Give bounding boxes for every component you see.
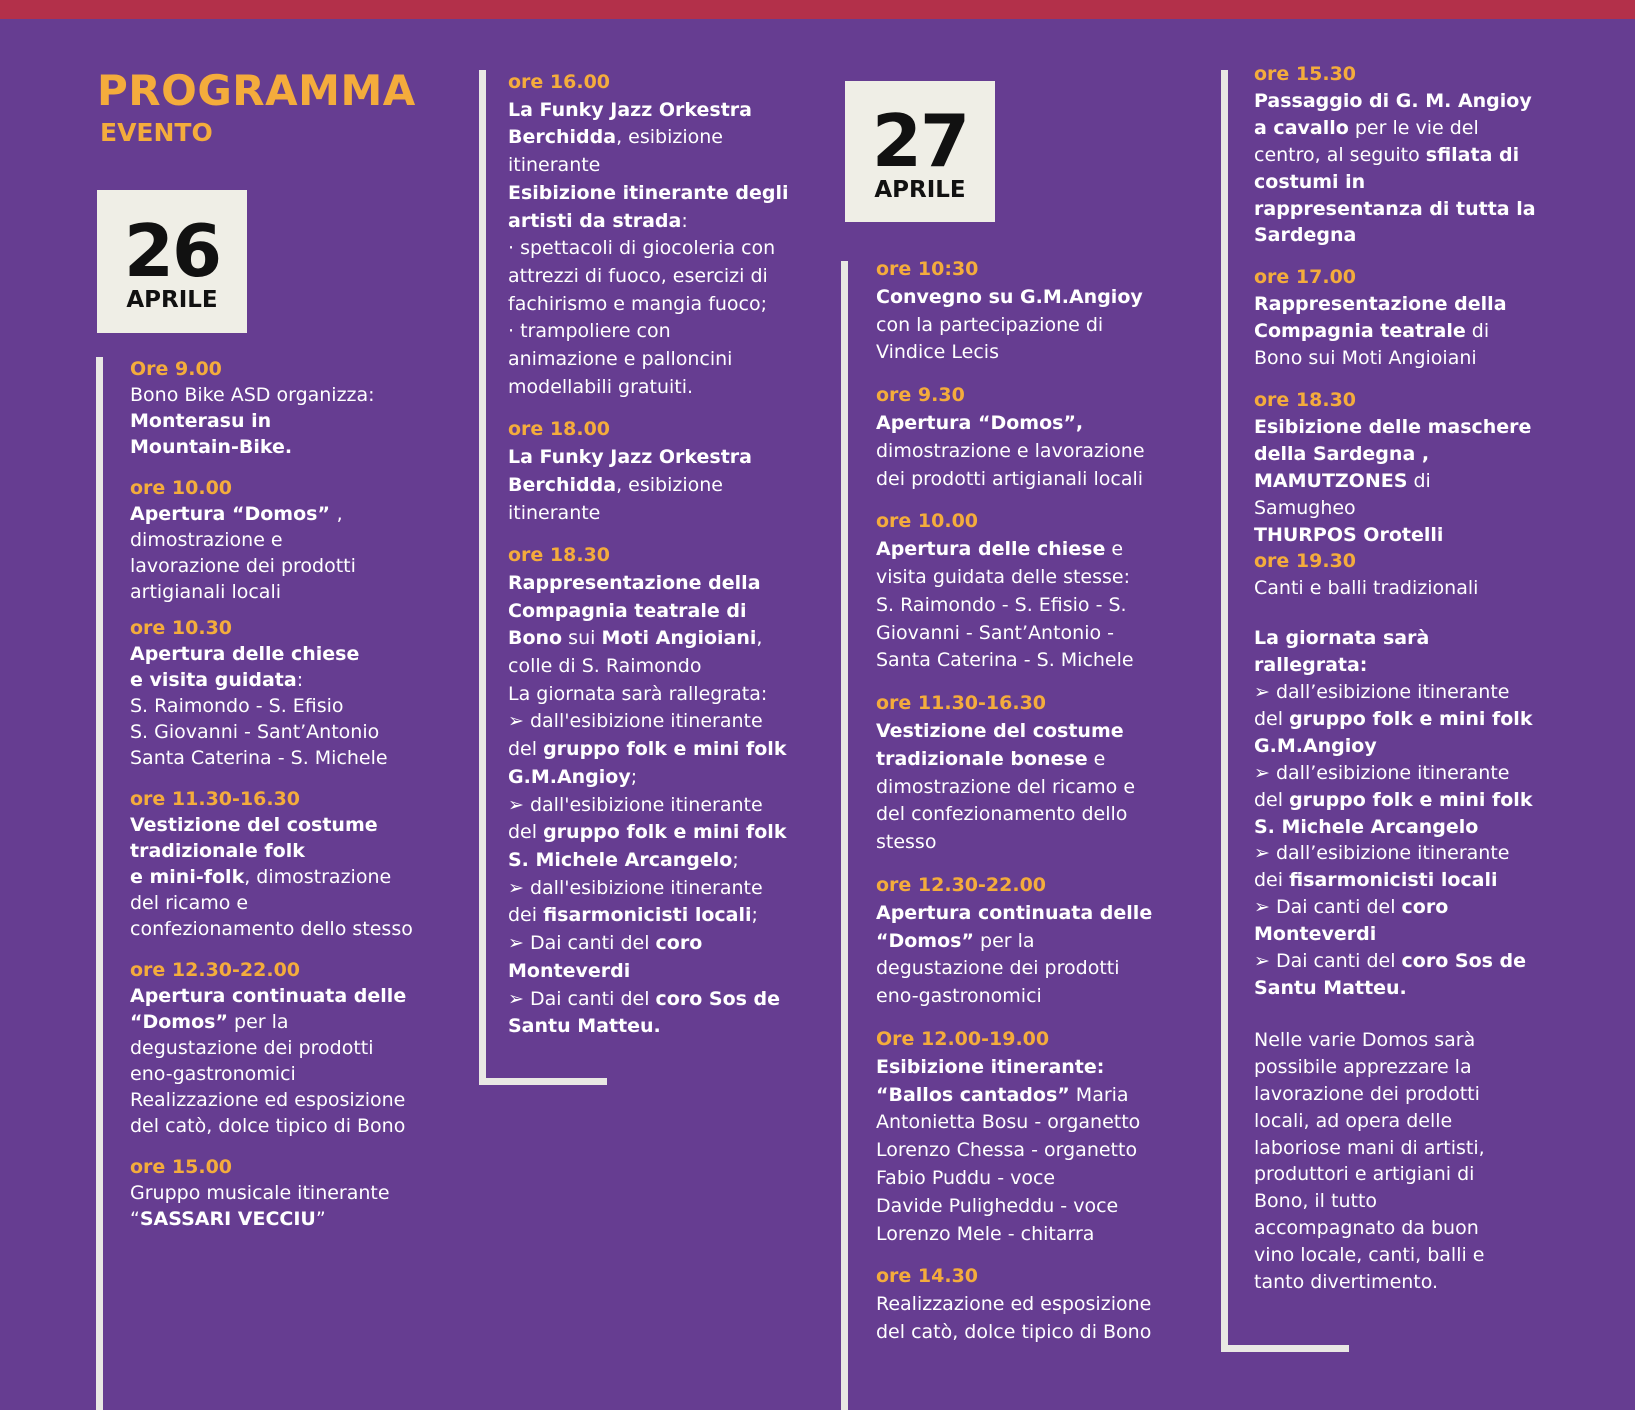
event-text: locali, ad opera delle (1254, 1109, 1453, 1132)
event-title: Santu Matteu. (1254, 977, 1407, 999)
event-title: coro Sos de (1401, 950, 1527, 973)
event-title: Rappresentazione della (508, 571, 761, 594)
event-title: Esibizione itinerante: (876, 1055, 1105, 1078)
event-text: ➢ Dai canti del (1254, 950, 1402, 973)
event-text: produttori e artigiani di (1254, 1163, 1475, 1186)
event-time: ore 15.30 (1254, 63, 1357, 85)
event-text: Antonietta Bosu - organetto (876, 1111, 1141, 1134)
event-title: G.M.Angioy (508, 765, 631, 788)
timeline-line (1221, 70, 1228, 1352)
event-text: Santa Caterina - S. Michele (130, 747, 388, 769)
event-text: artigianali locali (130, 581, 281, 603)
event-text: dei (1254, 869, 1290, 892)
event-text: vino locale, canti, balli e (1254, 1244, 1485, 1267)
event-title: fisarmonicisti locali (543, 904, 752, 927)
event-title: della Sardegna , (1254, 442, 1430, 465)
event-text: di (1465, 320, 1490, 343)
event-text: sui (562, 627, 602, 650)
event-text: ; (732, 848, 739, 871)
event-text: Lorenzo Mele - chitarra (876, 1222, 1095, 1245)
event-title: fisarmonicisti locali (1289, 869, 1498, 892)
event-text: laboriose mani di artisti, (1254, 1136, 1485, 1159)
event-title: e mini-folk (130, 866, 245, 888)
schedule-column-27-a (876, 256, 1152, 1347)
event-title: La Funky Jazz Orkestra (508, 446, 753, 469)
date-day: 27 (871, 99, 969, 183)
event-text: , esibizione (616, 126, 723, 149)
event-text: del (1254, 788, 1290, 811)
event-text: e (1105, 538, 1124, 561)
event-text: Giovanni - Sant’Antonio - (876, 621, 1115, 644)
event-title: Vestizione del costume (876, 719, 1124, 742)
event-time: ore 16.00 (508, 71, 611, 93)
event-title: THURPOS Orotelli (1254, 523, 1444, 546)
event-title: coro Sos de (655, 987, 781, 1010)
event-text: del confezionamento dello (876, 803, 1128, 826)
event-title: Bono (508, 627, 563, 650)
event-text: Maria (1069, 1083, 1129, 1106)
event-text: di (1407, 469, 1431, 492)
date-month: APRILE (126, 287, 218, 313)
event-text: Gruppo musicale itinerante (130, 1182, 390, 1204)
event-title: Apertura continuata delle (130, 985, 407, 1007)
timeline-line (1221, 1345, 1349, 1352)
event-title: a cavallo (1254, 116, 1349, 139)
event-text: ➢ dall'esibizione itinerante (508, 876, 763, 899)
event-title: Monteverdi (508, 959, 631, 982)
event-text: centro, al seguito (1254, 143, 1426, 166)
event-text: fachirismo e mangia fuoco; (508, 292, 768, 315)
event-text: Realizzazione ed esposizione (876, 1293, 1152, 1316)
event-text: Santa Caterina - S. Michele (876, 649, 1134, 672)
event-text: Bono Bike ASD organizza: (130, 384, 375, 406)
date-day: 26 (123, 209, 221, 293)
date-box-27 (845, 81, 995, 222)
event-text: per la (973, 929, 1035, 952)
event-text: itinerante (508, 501, 601, 524)
timeline-line (479, 1078, 607, 1085)
date-box-26 (97, 190, 247, 333)
event-text: ➢ dall’esibizione itinerante (1254, 761, 1510, 784)
event-text: Canti e balli tradizionali (1254, 577, 1479, 600)
event-text: : (681, 209, 688, 232)
event-text: del (508, 821, 544, 844)
event-time: Ore 12.00-19.00 (876, 1027, 1050, 1050)
event-title: “Ballos cantados” (876, 1083, 1070, 1106)
event-time: ore 18.00 (508, 418, 611, 441)
event-text: : (296, 669, 304, 691)
event-text: dei prodotti artigianali locali (876, 467, 1144, 490)
event-title: Vestizione del costume (130, 814, 378, 836)
event-title: coro (655, 932, 703, 955)
event-text: eno-gastronomici (876, 985, 1042, 1008)
event-text: Samugheo (1254, 496, 1356, 519)
event-text: · spettacoli di giocoleria con (508, 237, 776, 260)
event-title: G.M.Angioy (1254, 734, 1377, 757)
event-title: SASSARI VECCIU (139, 1208, 316, 1230)
event-time: ore 10:30 (876, 258, 979, 280)
event-title: Apertura delle chiese (130, 643, 360, 665)
event-text: eno-gastronomici (130, 1063, 296, 1085)
event-text: ; (751, 904, 758, 927)
event-time: ore 10.00 (130, 477, 233, 499)
event-text: modellabili gratuiti. (508, 375, 694, 398)
event-text: ; (630, 765, 638, 788)
event-time: ore 12.30-22.00 (130, 959, 301, 981)
event-text: Davide Puligheddu - voce (876, 1194, 1119, 1217)
event-title: La giornata sarà (1254, 627, 1430, 650)
event-text: attrezzi di fuoco, esercizi di (508, 264, 768, 287)
date-month: APRILE (874, 177, 966, 203)
event-text: , esibizione (616, 473, 723, 496)
event-title: tradizionale bonese (876, 747, 1088, 770)
event-text: ” (315, 1208, 326, 1230)
event-time: ore 18.30 (508, 544, 611, 567)
event-text: , (336, 503, 343, 525)
event-text: del catò, dolce tipico di Bono (876, 1320, 1152, 1343)
event-text: ➢ dall’esibizione itinerante (1254, 842, 1510, 865)
event-title: rappresentanza di tutta la (1254, 197, 1536, 220)
event-text: itinerante (508, 154, 601, 177)
event-time: Ore 9.00 (130, 358, 222, 380)
event-time: ore 11.30-16.30 (130, 788, 301, 810)
event-title: coro (1401, 896, 1449, 919)
event-text: S. Raimondo - S. Efisio (130, 695, 344, 717)
event-text: degustazione dei prodotti (876, 957, 1120, 980)
event-text: confezionamento dello stesso (130, 918, 413, 940)
event-title: Mountain-Bike. (130, 436, 293, 458)
event-time: ore 12.30-22.00 (876, 873, 1047, 896)
schedule-column-26-b (508, 69, 789, 1041)
event-text: Nelle varie Domos sarà (1254, 1028, 1476, 1051)
event-title: gruppo folk e mini folk (1289, 788, 1533, 811)
event-title: Apertura “Domos”, (876, 411, 1084, 434)
event-text: per le vie del (1348, 116, 1479, 139)
event-text: colle di S. Raimondo (508, 655, 702, 678)
event-text: ➢ dall'esibizione itinerante (508, 793, 763, 816)
event-text: dimostrazione e (130, 529, 283, 551)
event-time: ore 10.00 (876, 510, 979, 533)
event-title: Convegno su G.M.Angioy (876, 285, 1143, 308)
event-title: Passaggio di G. M. Angioy (1254, 89, 1532, 112)
event-title: “Domos” (130, 1011, 228, 1033)
event-text: possibile apprezzare la (1254, 1055, 1472, 1078)
event-text: dei (508, 904, 544, 927)
event-title: S. Michele Arcangelo (508, 848, 733, 871)
event-text: Vindice Lecis (876, 341, 999, 364)
event-title: Compagnia teatrale (1254, 320, 1466, 343)
event-title: La Funky Jazz Orkestra (508, 98, 753, 121)
event-title: rallegrata: (1254, 654, 1368, 677)
event-title: Sardegna (1254, 224, 1357, 247)
event-title: S. Michele Arcangelo (1254, 815, 1479, 838)
event-time: ore 11.30-16.30 (876, 692, 1047, 715)
event-text: del (508, 738, 544, 761)
event-title: tradizionale folk (130, 840, 305, 862)
event-title: Compagnia teatrale di (508, 599, 747, 622)
event-title: Monterasu in (130, 410, 272, 432)
event-text: Bono, il tutto (1254, 1190, 1378, 1213)
event-text: Lorenzo Chessa - organetto (876, 1139, 1138, 1162)
event-text: dimostrazione e lavorazione (876, 439, 1145, 462)
timeline-line (96, 357, 103, 1410)
event-text: lavorazione dei prodotti (130, 555, 356, 577)
event-title: Santu Matteu. (508, 1015, 661, 1038)
event-time: ore 19.30 (1254, 550, 1357, 573)
event-text: dimostrazione del ricamo e (876, 775, 1136, 798)
event-title: gruppo folk e mini folk (1289, 707, 1533, 730)
event-text: ➢ dall’esibizione itinerante (1254, 681, 1510, 704)
event-text: lavorazione dei prodotti (1254, 1082, 1480, 1105)
event-title: Rappresentazione della (1254, 293, 1507, 316)
event-text: del (1254, 707, 1290, 730)
event-text: Realizzazione ed esposizione (130, 1089, 406, 1111)
event-text: , (756, 627, 763, 650)
schedule-column-27-b (1254, 61, 1536, 1296)
event-text: ➢ dall'esibizione itinerante (508, 710, 763, 733)
event-text: del ricamo e (130, 892, 249, 914)
event-text: S. Giovanni - Sant’Antonio (130, 721, 380, 743)
event-time: ore 15.00 (130, 1156, 233, 1178)
event-text: , dimostrazione (244, 866, 392, 888)
page-title: PROGRAMMA (97, 66, 416, 115)
schedule-column-26-a (130, 356, 413, 1232)
event-text: per la (227, 1011, 289, 1033)
event-title: Monteverdi (1254, 923, 1377, 946)
event-title: sfilata di (1425, 143, 1520, 166)
top-banner-stripe (0, 0, 1635, 19)
event-time: ore 9.30 (876, 384, 965, 407)
event-title: Berchidda (508, 473, 617, 496)
event-text: ➢ Dai canti del (1254, 896, 1402, 919)
page-subtitle: EVENTO (100, 118, 213, 147)
event-title: MAMUTZONES (1254, 469, 1408, 492)
event-text: degustazione dei prodotti (130, 1037, 374, 1059)
event-title: Berchidda (508, 126, 617, 149)
event-text: visita guidata delle stesse: (876, 565, 1131, 588)
event-text: animazione e palloncini (508, 348, 733, 371)
event-text: ➢ Dai canti del (508, 987, 656, 1010)
event-text: e (1087, 747, 1106, 770)
event-title: Esibizione itinerante degli (508, 181, 789, 204)
event-title: Apertura delle chiese (876, 538, 1106, 561)
event-time: ore 14.30 (876, 1265, 979, 1288)
event-title: Moti Angioiani (601, 627, 757, 650)
event-text: del catò, dolce tipico di Bono (130, 1115, 406, 1137)
event-time: ore 18.30 (1254, 388, 1357, 411)
event-title: Apertura continuata delle (876, 901, 1153, 924)
event-text: “ (130, 1208, 140, 1230)
event-title: e visita guidata (130, 669, 297, 691)
event-title: Apertura “Domos” (130, 503, 337, 525)
event-title: Esibizione delle maschere (1254, 415, 1532, 438)
event-text: Fabio Puddu - voce (876, 1166, 1056, 1189)
event-title: gruppo folk e mini folk (543, 738, 787, 761)
timeline-line (841, 261, 848, 1410)
event-text: tanto divertimento. (1254, 1271, 1439, 1294)
event-text: Bono sui Moti Angioiani (1254, 347, 1477, 370)
event-text: con la partecipazione di (876, 313, 1104, 336)
event-text: S. Raimondo - S. Efisio - S. (876, 593, 1127, 616)
event-time: ore 17.00 (1254, 266, 1357, 289)
event-title: gruppo folk e mini folk (543, 821, 787, 844)
event-text: stesso (876, 831, 937, 854)
event-title: artisti da strada (508, 209, 682, 232)
event-text: · trampoliere con (508, 320, 671, 343)
event-text: accompagnato da buon (1254, 1217, 1479, 1240)
event-text: ➢ Dai canti del (508, 932, 656, 955)
event-title: costumi in (1254, 170, 1366, 193)
timeline-line (479, 70, 486, 1085)
event-title: “Domos” (876, 929, 974, 952)
event-time: ore 10.30 (130, 617, 233, 639)
event-text: La giornata sarà rallegrata: (508, 682, 768, 705)
